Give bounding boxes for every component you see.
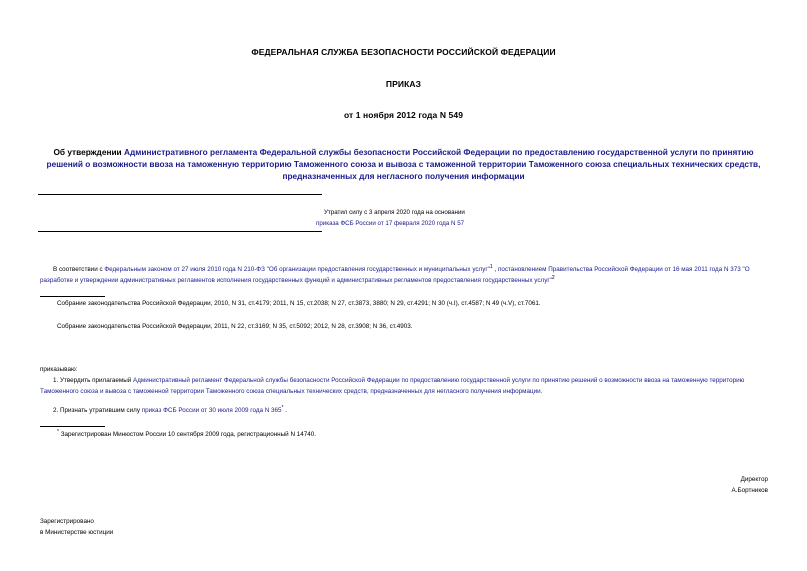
status-note (316, 207, 524, 229)
regulation-link[interactable]: Административного регламента Федеральной службы безопасности Российской Федерации по предоставлению государственной услуги по принятию решений о возможности ввоза на таможенную территорию Таможенного союза и вывоза с таможенной территории Таможенного союза специальных технических средств, предназначенных для негласного получения информации (46, 147, 761, 181)
footnote-ref: 2 (551, 274, 555, 281)
item-2-suffix: . (283, 407, 287, 414)
source-note-2: Собрание законодательства Российской Федерации, 2011, N 22, ст.3169; N 35, ст.5092; 2012, N 28, ст.3908; N 36, ст.4903. (57, 323, 413, 330)
signatory-name: А.Бортников (731, 487, 768, 494)
document-subject (40, 146, 767, 182)
document-date-number: от 1 ноября 2012 года N 549 (343, 110, 464, 120)
order-word: приказываю: (40, 366, 78, 373)
divider-bottom (38, 231, 322, 232)
item-1-prefix: 1. Утвердить прилагаемый (53, 377, 134, 384)
registration-line-2: в Министерстве юстиции (40, 529, 114, 536)
signature-block (640, 474, 768, 496)
order-item-1 (40, 375, 770, 397)
status-note-text: Утратил силу с 3 апреля 2020 года на основании (324, 209, 465, 216)
order-item-2 (53, 405, 753, 416)
subject-prefix: Об утверждении (53, 147, 124, 157)
repeal-order-link[interactable]: приказа ФСБ России от 17 февраля 2020 года N 57 (316, 220, 465, 227)
footnote-ref: 1 (489, 263, 493, 270)
government-resolution-link[interactable]: постановлением Правительства Российской Федерации от 16 мая 2011 года N 373 "О разработке и утверждении административных регламентов исполнения государственных функций и административных регламентов предоставления государственных услуг" (40, 266, 750, 284)
registration-footnote (57, 429, 657, 440)
item-2-prefix: 2. Признать утратившим силу (53, 407, 142, 414)
preamble (40, 264, 770, 286)
footnote-mark: * (57, 428, 59, 435)
footnote-divider (40, 296, 105, 297)
agency-title: ФЕДЕРАЛЬНАЯ СЛУЖБА БЕЗОПАСНОСТИ РОССИЙСКОЙ ФЕДЕРАЦИИ (251, 47, 556, 57)
footnote-ref: * (281, 404, 284, 411)
registration-block (40, 516, 113, 538)
preamble-text: В соответствии с (53, 266, 105, 273)
regulation-annex-link[interactable]: Административный регламент Федеральной службы безопасности Российской Федерации по предоставлению государственной услуги по принятию решений о возможности ввоза на таможенную территорию Таможенного союза и вывоза с таможенной территории Таможенного союза специальных технических средств, предназначенных для негласного получения информации. (40, 377, 745, 395)
footnote-text: Зарегистрирован Минюстом России 10 сентября 2009 года, регистрационный N 14740. (58, 431, 317, 438)
federal-law-link[interactable]: Федеральным законом от 27 июля 2010 года N 210-ФЗ "Об организации предоставления государственных и муниципальных услуг" (104, 266, 490, 273)
footnote-divider-2 (40, 426, 105, 427)
signatory-title: Директор (740, 476, 768, 483)
registration-line-1: Зарегистрировано (40, 518, 94, 525)
preamble-separator: , (492, 266, 498, 273)
document-type: ПРИКАЗ (385, 79, 422, 89)
source-note-1: Собрание законодательства Российской Федерации, 2010, N 31, ст.4179; 2011, N 15, ст.2038; N 27, ст.3873, 3880; N 29, ст.4291; N 30 (ч.I), ст.4587; N 49 (ч.V), ст.7061. (57, 300, 541, 307)
repealed-order-link[interactable]: приказ ФСБ России от 30 июля 2009 года N 365 (141, 407, 282, 414)
divider-top (38, 194, 322, 195)
